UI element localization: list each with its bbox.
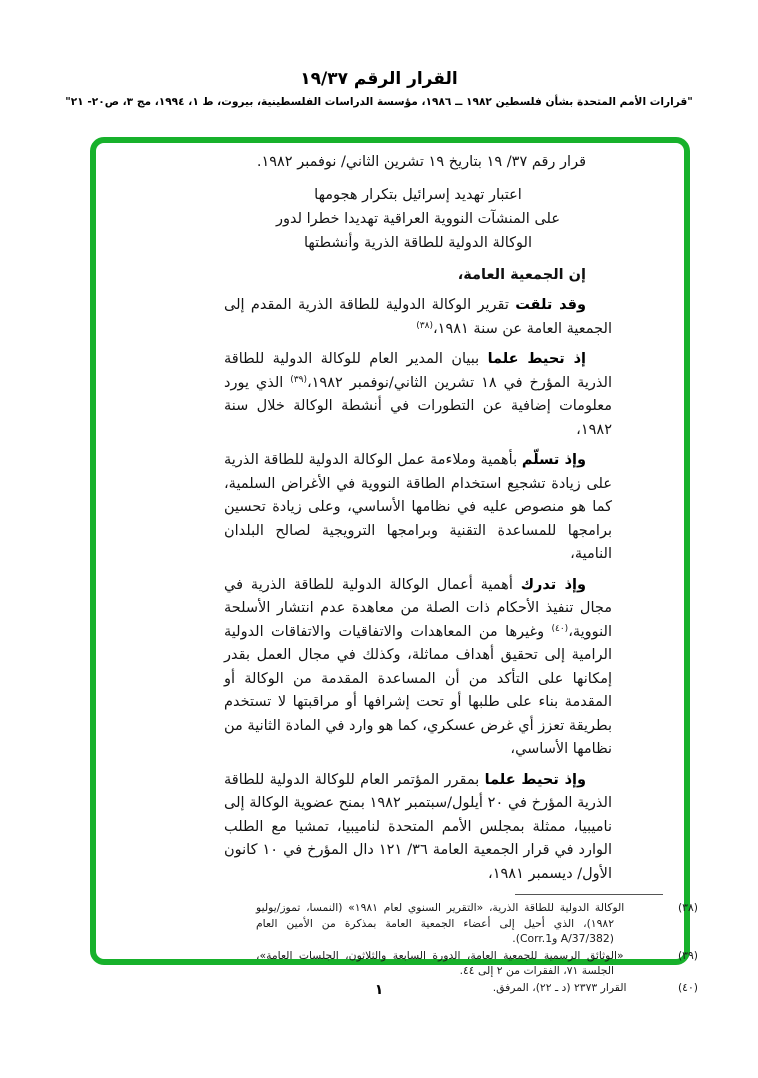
footnote-marker: (٤٠) bbox=[677, 980, 698, 994]
heading-line: على المنشآت النووية العراقية تهديدا خطرا لدور bbox=[275, 211, 560, 227]
preamble-paragraph: إذ تحيط علما ببيان المدير العام للوكالة الدولية للطاقة الذرية المؤرخ في ١٨ تشرين الثاني/نوفمبر ١٩٨٢،$^{(٣٩)}$ الذي يورد معلومات إضافية عن التطورات في أنشطة الوكالة خلال سنة ١٩٨٢، bbox=[224, 351, 612, 438]
resolution-date-line: قرار رقم ٣٧/ ١٩ بتاريخ ١٩ تشرين الثاني/ نوفمبر ١٩٨٢. bbox=[256, 154, 586, 170]
footnote-reference: (٣٨) bbox=[416, 320, 433, 331]
preamble-paragraph: وإذ تحيط علما بمقرر المؤتمر العام للوكالة الدولية للطاقة الذرية المؤرخ في ٢٠ أيلول/سبتمبر ١٩٨٢ بمنح عضوية الوكالة إلى ناميبيا، ممثلة بمجلس الأمم المتحدة لناميبيا، تمشيا مع الطلب الوارد في قرار الجمعية العامة ٣٦/ ١٢١ دال المؤرخ في ١٠ كانون الأول/ ديسمبر ١٩٨١، bbox=[224, 771, 612, 882]
preamble-paragraph: وإذ تسلّم بأهمية وملاءمة عمل الوكالة الدولية للطاقة الذرية على زيادة تشجيع استخدام الطاقة النووية في الأغراض السلمية، كما هو منصوص عليه في نظامها الأساسي، وعلى زيادة تحسين برامجها للمساعدة التقنية وبرامجها الترويجية لصالح البلدان النامية، bbox=[224, 452, 612, 562]
footnote: (٣٩) «الوثائق الرسمية للجمعية العامة، الدورة السابعة والثلاثون، الجلسات العامة»، الجلسة ٧١، الفقرات من ٢ إلى ٤٤. bbox=[256, 948, 698, 977]
heading-line: الوكالة الدولية للطاقة الذرية وأنشطتها bbox=[304, 235, 532, 251]
paragraph-lead: وإذ تدرك bbox=[520, 576, 586, 593]
page-header bbox=[0, 0, 758, 109]
paragraph-lead: وقد تلقت bbox=[515, 297, 586, 313]
footnote-separator bbox=[515, 894, 663, 895]
footnote-reference: (٤٠) bbox=[551, 623, 569, 634]
document-body bbox=[96, 143, 698, 995]
preamble-paragraph: وقد تلقت تقرير الوكالة الدولية للطاقة الذرية المقدم إلى الجمعية العامة عن سنة ١٩٨١،$^{(٣٨)}$ bbox=[224, 297, 612, 337]
resolution-subject-heading bbox=[224, 183, 612, 255]
preamble-opening: إن الجمعية العامة، bbox=[457, 267, 586, 283]
paragraph-lead: وإذ تحيط علما bbox=[484, 771, 586, 788]
source-citation: "قرارات الأمم المتحدة بشأن فلسطين ١٩٨٢ ــ ١٩٨٦، مؤسسة الدراسات الفلسطينية، بيروت، ط ١، ١٩٩٤، مج ٣، ص٢٠- ٢١" bbox=[65, 96, 693, 108]
footnote-reference: (٣٩) bbox=[290, 374, 307, 385]
document-text-column bbox=[224, 151, 612, 886]
green-document-frame bbox=[90, 137, 698, 994]
footnote-marker: (٣٨) bbox=[677, 901, 698, 914]
preamble-paragraphs bbox=[224, 294, 612, 886]
page-number: ١ bbox=[374, 982, 384, 998]
paragraph-lead: وإذ تسلّم bbox=[521, 452, 586, 468]
footnote: (٣٨) الوكالة الدولية للطاقة الذرية، «التقرير السنوي لعام ١٩٨١» (النمسا، تموز/يوليو ١٩٨٢)، الذي أحيل إلى أعضاء الجمعية العامة بمذكرة من الأمين العام (A/37/382 وCorr.1). bbox=[256, 901, 698, 945]
footnotes-block bbox=[256, 900, 698, 995]
heading-line: اعتبار تهديد إسرائيل بتكرار هجومها bbox=[314, 187, 522, 203]
resolution-title: القرار الرقم ١٩/٣٧ bbox=[300, 69, 458, 89]
paragraph-lead: إذ تحيط علما bbox=[487, 351, 586, 367]
footnote: (٤٠) القرار ٢٣٧٣ (د ـ ٢٢)، المرفق. bbox=[492, 980, 698, 994]
preamble-paragraph: وإذ تدرك أهمية أعمال الوكالة الدولية للطاقة الذرية في مجال تنفيذ الأحكام ذات الصلة من معاهدة عدم انتشار الأسلحة النووية،$^{(٤٠)}$ وغيرها من المعاهدات والاتفاقيات والاتفاقات الدولية الرامية إلى تحقيق أهداف مماثلة، وكذلك في مجال العمل بقدر إمكانها على التأكد من أن المساعدة المقدمة من الوكالة أو المقدمة بناء على طلبها أو تحت إشرافها أو مراقبتها لا تستخدم بطريقة تعزز أي غرض عسكري، كما هو وارد في المادة الثانية من نظامها الأساسي، bbox=[224, 576, 612, 757]
footnote-marker: (٣٩) bbox=[677, 948, 698, 962]
